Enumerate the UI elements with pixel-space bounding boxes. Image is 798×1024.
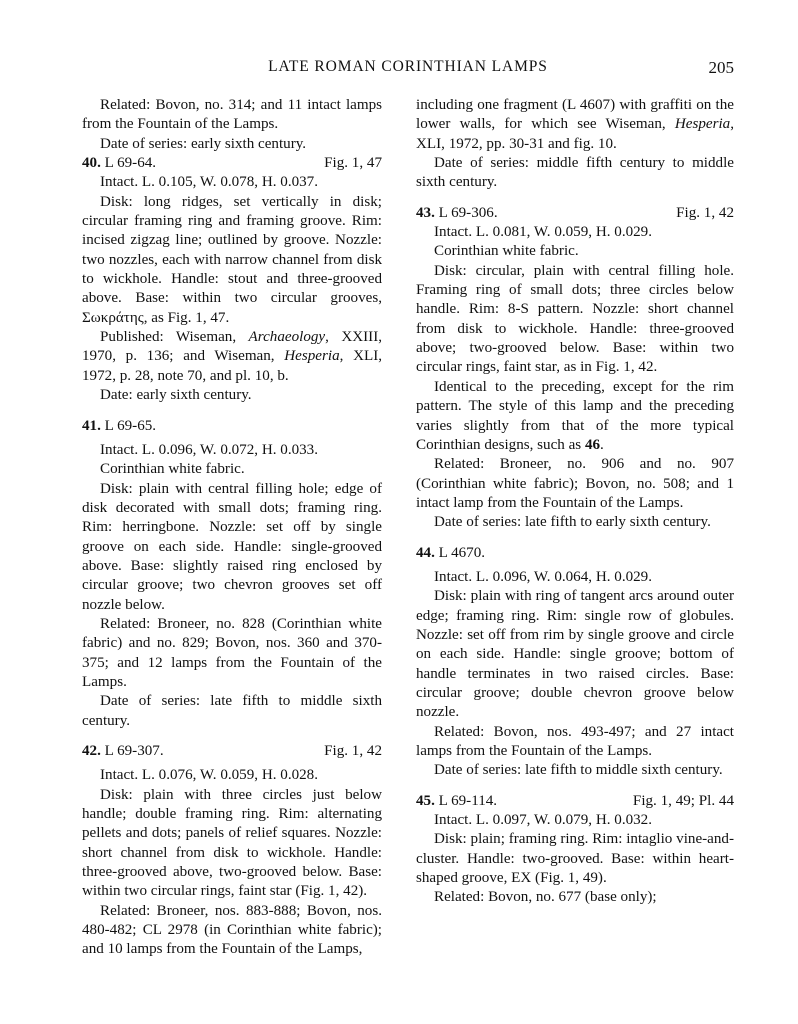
- entry-43: [416, 204, 734, 533]
- dimensions: Intact. L. 0.081, W. 0.059, H. 0.029.: [434, 224, 653, 241]
- entry-heading: [82, 417, 382, 436]
- entry-heading: [82, 154, 382, 173]
- right-column: [416, 96, 734, 908]
- entry-45: [416, 792, 734, 908]
- entry-number: 42.: [82, 743, 101, 759]
- description: Disk: plain with central filling hole; edge of disk decorated with small dots; framing ring. Rim: herringbone. Nozzle: set off by single groove on each side. Handle: single-grooved above. Base: slightly raised ring enclosed by circular groove; two chevron grooves set off nozzle below.: [82, 480, 382, 613]
- inventory-number: L 69-114.: [438, 792, 498, 809]
- entry-heading: [416, 204, 734, 223]
- entry-40: [82, 154, 382, 405]
- figure-reference: Fig. 1, 49; Pl. 44: [632, 792, 734, 809]
- related-paragraph: Related: Broneer, no. 828 (Corinthian white fabric) and no. 829; Bovon, nos. 360 and 370-375; and 12 lamps from the Fountain of the Lamps.: [82, 615, 382, 690]
- entry-number: 43.: [416, 204, 435, 221]
- figure-reference: Fig. 1, 42: [324, 743, 382, 759]
- date-paragraph: Date of series: late fifth to middle sixth century.: [434, 762, 723, 779]
- date-paragraph: Date of series: early sixth century.: [100, 135, 307, 152]
- related-paragraph: Related: Broneer, no. 906 and no. 907 (Corinthian white fabric); Bovon, no. 508; and 1 intact lamp from the Fountain of the Lamps.: [416, 456, 734, 511]
- running-title: LATE ROMAN CORINTHIAN LAMPS: [268, 58, 548, 75]
- related-paragraph: Related: Bovon, no. 314; and 11 intact lamps from the Fountain of the Lamps.: [82, 97, 382, 133]
- left-column: [82, 96, 382, 960]
- description: Disk: circular, plain with central filling hole. Framing ring of small dots; three circles below handle. Rim: 8-S pattern. Nozzle: short channel from disk to wickhole. Handle: three-grooved above; two-grooved below. Base: within two circular rings, faint star, as in Fig. 1, 42.: [416, 262, 734, 376]
- fabric: Corinthian white fabric.: [100, 461, 245, 478]
- entry-number: 44.: [416, 544, 435, 561]
- continued-paragraph: including one fragment (L 4607) with graffiti on the lower walls, for which see Wiseman, Hesperia, XLI, 1972, pp. 30-31 and fig. 10.: [416, 97, 734, 152]
- comparison-paragraph: Identical to the preceding, except for the rim pattern. The style of this lamp and the preceding varies slightly from that of the more typical Corinthian designs, such as 46.: [416, 378, 734, 453]
- description: Disk: plain with three circles just below handle; double framing ring. Rim: alternating pellets and dots; panels of relief squares. Nozzle: short channel from disk to wickhole. Handle: three-grooved above, two-grooved below. Base: within two circular rings, faint star (Fig. 1, 42).: [82, 786, 382, 900]
- dimensions: Intact. L. 0.096, W. 0.072, H. 0.033.: [100, 441, 319, 458]
- entry-number: 45.: [416, 792, 435, 809]
- entry-number: 40.: [82, 155, 101, 172]
- related-paragraph: Related: Bovon, no. 677 (base only);: [434, 889, 657, 906]
- dimensions: Intact. L. 0.076, W. 0.059, H. 0.028.: [100, 767, 319, 784]
- inventory-number: L 4670.: [438, 544, 486, 561]
- entry-heading: [82, 742, 382, 761]
- figure-reference: Fig. 1, 47: [324, 155, 382, 172]
- description: Disk: plain; framing ring. Rim: intaglio vine-and-cluster. Handle: two-grooved. Base: within heart-shaped groove, EX (Fig. 1, 49).: [416, 831, 734, 887]
- entry-heading: [416, 544, 734, 563]
- entry-number: 41.: [82, 417, 101, 434]
- fabric: Corinthian white fabric.: [434, 243, 579, 260]
- published-paragraph: Published: Wiseman, Archaeology, XXIII, 1970, p. 136; and Wiseman, Hesperia, XLI, 1972, p. 28, note 70, and pl. 10, b.: [82, 329, 383, 384]
- entry-41: [82, 417, 382, 732]
- related-paragraph: Related: Broneer, nos. 883-888; Bovon, nos. 480-482; CL 2978 (in Corinthian white fabric); and 10 lamps from the Fountain of the Lamps,: [82, 902, 382, 958]
- date-paragraph: Date of series: middle fifth century to middle sixth century.: [416, 155, 734, 191]
- dimensions: Intact. L. 0.105, W. 0.078, H. 0.037.: [100, 174, 319, 191]
- page-number: 205: [708, 58, 734, 77]
- entry-42: [82, 742, 382, 960]
- date-paragraph: Date of series: late fifth to middle sixth century.: [82, 693, 382, 729]
- entry-heading: [416, 792, 734, 811]
- inventory-number: L 69-306.: [438, 204, 498, 221]
- dimensions: Intact. L. 0.096, W. 0.064, H. 0.029.: [434, 568, 653, 585]
- description: Disk: long ridges, set vertically in disk; circular framing ring and framing groove. Rim: incised zigzag line; outlined by groove. Nozzle: two nozzles, each with narrow channel from disk to wickhole. Handle: stout and three-grooved above. Base: within two circular grooves, Σωκράτης, as Fig. 1, 47.: [82, 193, 382, 326]
- dimensions: Intact. L. 0.097, W. 0.079, H. 0.032.: [434, 812, 653, 829]
- related-paragraph: Related: Bovon, nos. 493-497; and 27 intact lamps from the Fountain of the Lamps.: [416, 723, 734, 759]
- running-header: [82, 58, 734, 82]
- entry-44: [416, 544, 734, 781]
- inventory-number: L 69-307.: [104, 743, 164, 759]
- figure-reference: Fig. 1, 42: [676, 204, 734, 221]
- date-paragraph: Date of series: late fifth to early sixth century.: [434, 514, 711, 531]
- description: Disk: plain with ring of tangent arcs around outer edge; framing ring. Rim: single row of globules. Nozzle: set off from rim by single groove and circle on each side. Handle: single groove; bottom of handle terminates in two raised circles. Base: circular groove; double chevron groove below nozzle.: [416, 588, 734, 721]
- date-paragraph: Date: early sixth century.: [100, 387, 252, 404]
- inventory-number: L 69-65.: [104, 417, 157, 434]
- inventory-number: L 69-64.: [104, 155, 157, 172]
